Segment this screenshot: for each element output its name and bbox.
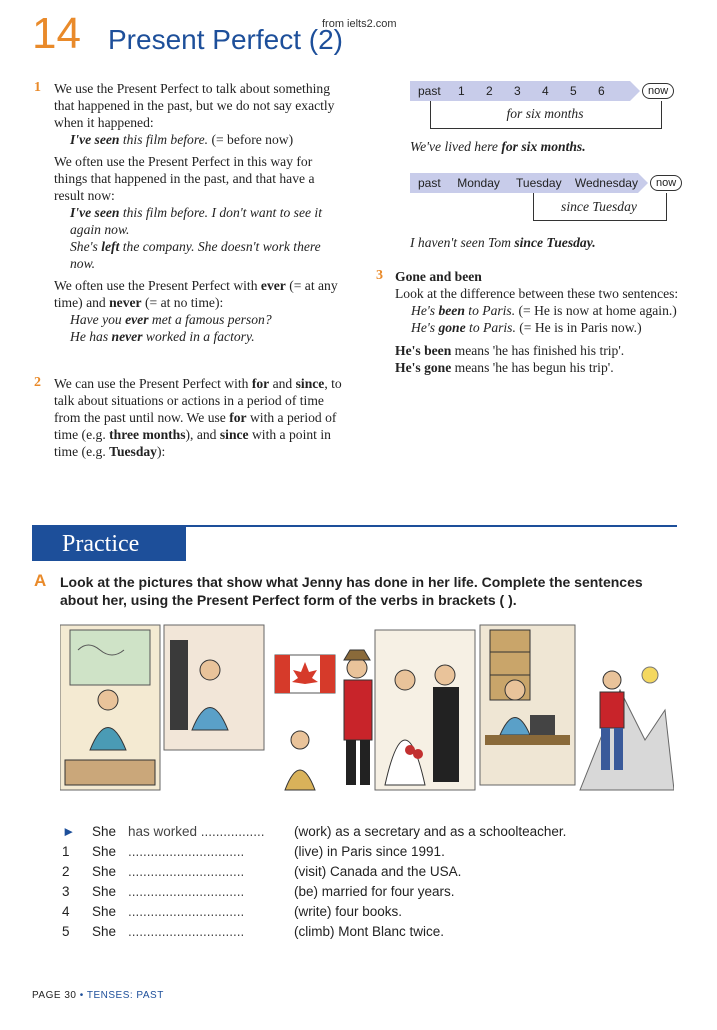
timeline-arrow-icon: [630, 81, 640, 101]
exercise-instruction: Look at the pictures that show what Jenny has done in her life. Complete the sentences about her, using the Present Perfect form of the verbs in brackets ( ).: [60, 574, 643, 608]
timeline-days: [410, 173, 682, 193]
exercise-list: [62, 824, 682, 944]
section-2: We can use the Present Perfect with for and since, to talk about situations or actions in a period of time from the past until now. We use for with a period of time (e.g. three months), and since with a point in time (e.g. Tuesday):: [54, 376, 342, 459]
section-3-intro: Look at the difference between these two sentences:: [395, 286, 679, 301]
section-1-example-4: Have you ever met a famous person?: [70, 312, 272, 327]
section-3-number: 3: [376, 268, 383, 283]
teacher-illustration: [60, 625, 160, 790]
timeline-tick: 6: [598, 84, 605, 98]
exercise-letter: A: [34, 571, 47, 590]
source-credit: from ielts2.com: [322, 18, 397, 30]
timeline-day: Monday: [457, 176, 500, 190]
example-answer: has worked .................: [128, 824, 265, 839]
timeline-months: [410, 81, 674, 101]
answer-blank[interactable]: ...............................: [128, 844, 245, 859]
timeline-1-example: We've lived here for six months.: [410, 139, 586, 154]
timeline-past-label: past: [418, 84, 441, 98]
page-footer: [32, 990, 164, 1001]
climber-illustration: [580, 667, 674, 790]
timeline-tick: 1: [458, 84, 465, 98]
footer-section: TENSES: PAST: [86, 990, 164, 1001]
exercise-row: 2 She ............................... (visit) Canada and the USA.: [62, 864, 462, 879]
timeline-tick: 2: [486, 84, 493, 98]
section-1-example-3: She's left the company. She doesn't work there now.: [70, 239, 321, 271]
exercise-row: 3 She ............................... (be) married for four years.: [62, 884, 455, 899]
section-1-example-2: I've seen this film before. I don't want to see it again now.: [70, 205, 322, 237]
timeline-tick: 5: [570, 84, 577, 98]
exercise-row: 1 She ............................... (live) in Paris since 1991.: [62, 844, 445, 859]
answer-blank[interactable]: ...............................: [128, 884, 245, 899]
section-1-para-1: We use the Present Perfect to talk about something that happened in the past, but we do not say exactly when it happened:: [54, 81, 335, 130]
page-number: PAGE 30: [32, 990, 77, 1001]
section-3-example-2: He's gone to Paris. (= He is in Paris now.): [411, 320, 642, 335]
answer-blank[interactable]: ...............................: [128, 864, 245, 879]
timeline-past-label: past: [418, 176, 441, 190]
timeline-span-label: since Tuesday: [561, 199, 637, 214]
section-1-example-1: I've seen this film before. (= before now): [70, 132, 294, 147]
footer-bullet: •: [79, 990, 84, 1001]
answer-blank[interactable]: ...............................: [128, 904, 245, 919]
section-3-line-1: He's been means 'he has finished his trip'.: [395, 343, 625, 358]
practice-heading: Practice: [32, 527, 186, 561]
timeline-day: Wednesday: [574, 176, 638, 190]
section-3-example-1: He's been to Paris. (= He is now at home again.): [411, 303, 677, 318]
timeline-2-example: I haven't seen Tom since Tuesday.: [410, 235, 596, 250]
page-title: Present Perfect (2): [108, 24, 343, 55]
canada-illustration: [275, 650, 372, 790]
exercise-row: 5 She ............................... (climb) Mont Blanc twice.: [62, 924, 445, 939]
timeline-arrow-icon: [638, 173, 648, 193]
jenny-life-illustrations: [60, 620, 674, 795]
timeline-tick: 3: [514, 84, 521, 98]
section-1-para-3: We often use the Present Perfect with ever (= at any time) and never (= at no time):: [54, 278, 338, 310]
section-3: [395, 268, 685, 376]
timeline-span-label: for six months: [506, 106, 584, 121]
section-1-example-5: He has never worked in a factory.: [70, 329, 255, 344]
answer-blank[interactable]: ...............................: [128, 924, 245, 939]
section-3-line-2: He's gone means 'he has begun his trip'.: [395, 360, 614, 375]
section-1-para-2: We often use the Present Perfect in this way for things that happened in the past, and that have a result now:: [54, 154, 315, 203]
unit-number: 14: [32, 9, 81, 58]
secretary-illustration: [164, 625, 264, 750]
section-3-title: Gone and been: [395, 269, 482, 284]
timeline-day: Tuesday: [516, 176, 562, 190]
section-2-number: 2: [34, 375, 41, 390]
writer-illustration: [480, 625, 575, 785]
section-1-number: 1: [34, 80, 41, 95]
timeline-tick: 4: [542, 84, 549, 98]
wedding-illustration: [375, 630, 475, 790]
section-1: [54, 80, 344, 345]
exercise-row: 4 She ............................... (write) four books.: [62, 904, 403, 919]
timeline-now-label: now: [650, 175, 682, 191]
exercise-row-example: ► She has worked ................. (work) as a secretary and as a schoolteacher.: [62, 824, 567, 839]
timeline-now-label: now: [642, 83, 674, 99]
